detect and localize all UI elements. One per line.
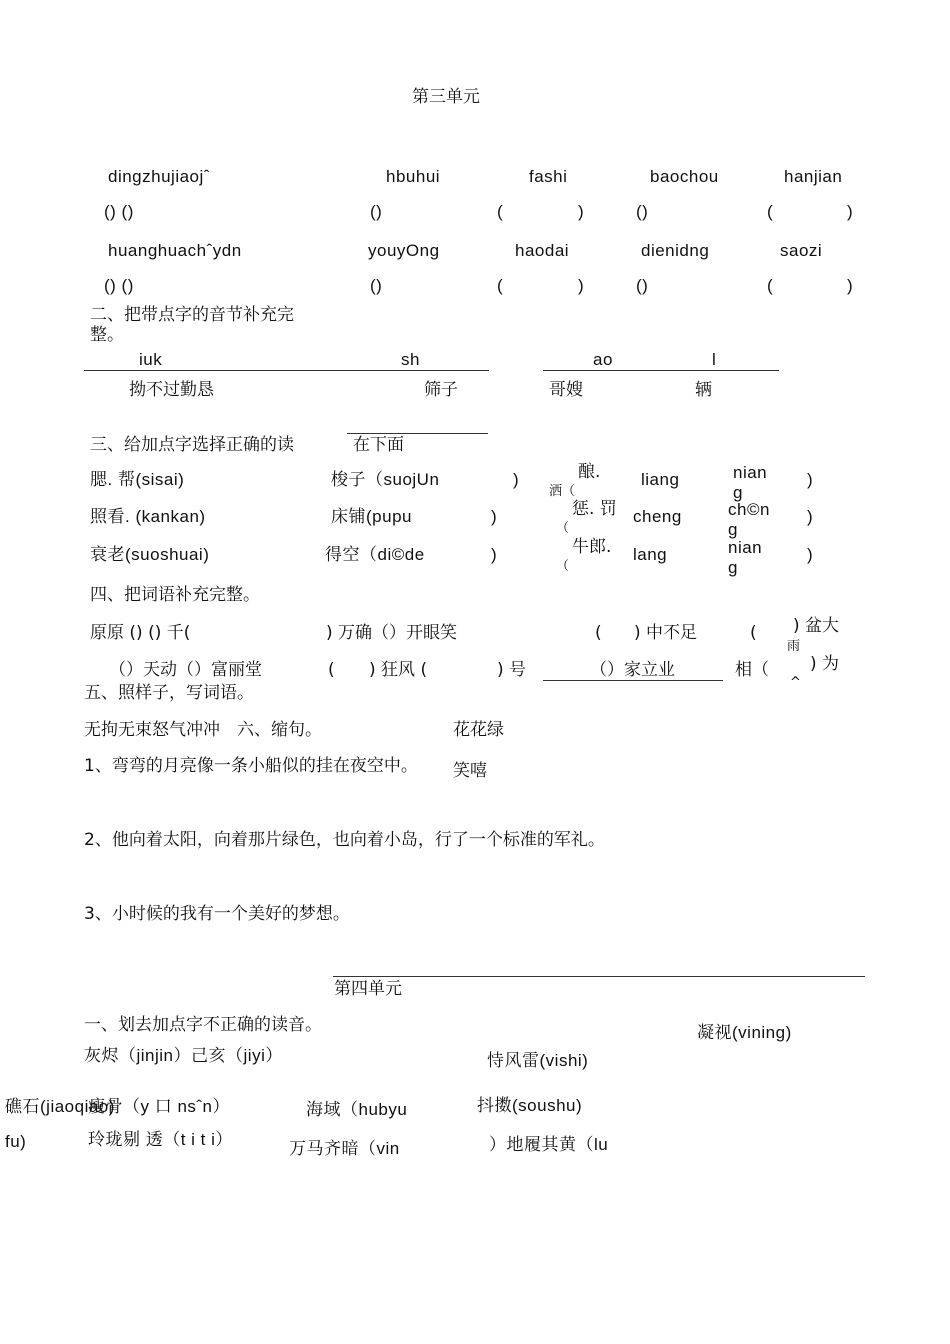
answer-blank[interactable]: )	[513, 470, 520, 489]
pinyin-word: saozi	[780, 241, 823, 260]
question-heading: 二、把带点字的音节补充完	[90, 305, 294, 325]
divider-line	[333, 976, 865, 977]
underline	[347, 433, 488, 434]
reading-item: 腮. 帮(sisai)	[90, 470, 185, 489]
word-item: 哥嫂	[549, 380, 583, 400]
reading-item[interactable]: 凝视(vining)	[697, 1023, 792, 1042]
pinyin-word: baochou	[650, 167, 719, 186]
pinyin-option[interactable]: cheng	[633, 507, 682, 526]
reading-item: 酿.	[578, 462, 601, 482]
answer-blank[interactable]: (	[767, 202, 774, 221]
answer-blank[interactable]: )	[491, 507, 498, 526]
reading-item: 照看. (kankan)	[90, 507, 206, 526]
reading-item[interactable]: 玲珑剔 透（t i t i）	[88, 1130, 233, 1149]
reading-item: （	[556, 559, 570, 574]
example-words-partial: 笑嘻	[453, 761, 487, 781]
sentence-item: 2、他向着太阳，向着那片绿色，也向着小岛，行了一个标准的军礼。	[84, 830, 605, 850]
answer-blank[interactable]: (	[328, 660, 335, 680]
example-words: 无拘无束怒气冲冲	[84, 720, 220, 740]
reading-item[interactable]: 瘦骨（y 口 nsˆn）	[88, 1097, 231, 1116]
word-item: 拗不过勤恳	[129, 380, 214, 400]
idiom-item: ^	[790, 675, 801, 690]
reading-item: 得空（di©de	[325, 545, 425, 564]
question-heading: 一、划去加点字不正确的读音。	[84, 1015, 322, 1035]
question-heading: 六、缩句。	[237, 720, 322, 740]
answer-blank[interactable]: ()	[636, 202, 649, 221]
reading-item[interactable]: 恃风雷(vishi)	[487, 1051, 589, 1070]
unit3-title: 第三单元	[412, 87, 480, 107]
idiom-item: ) 号	[497, 660, 527, 680]
reading-item: 衰老(suoshuai)	[90, 545, 210, 564]
question-heading: 整。	[90, 325, 124, 345]
reading-item: （	[556, 521, 570, 536]
answer-blank[interactable]: () ()	[104, 276, 134, 295]
reading-item: 牛郎.	[572, 537, 612, 557]
syllable-hint: ao	[593, 350, 613, 369]
reading-item[interactable]: ）地履其黄（lu	[489, 1135, 609, 1154]
answer-blank[interactable]: ()	[370, 276, 383, 295]
pinyin-word: youyOng	[368, 241, 440, 260]
answer-blank[interactable]: )	[807, 507, 814, 526]
reading-item[interactable]: 礁石(jiaoqiao)	[5, 1097, 115, 1116]
reading-item: 洒（	[549, 484, 576, 499]
answer-blank[interactable]: )	[807, 545, 814, 564]
answer-blank[interactable]: )	[578, 202, 585, 221]
pinyin-word: huanghuachˆydn	[108, 241, 242, 260]
answer-blank[interactable]: )	[807, 470, 814, 489]
reading-item[interactable]: 灰烬（jinjin）己亥（jiyi）	[84, 1046, 283, 1065]
question-heading-right: 在下面	[353, 435, 404, 455]
idiom-item: ) 狂风 (	[369, 660, 428, 680]
pinyin-option[interactable]: g	[728, 520, 738, 539]
underline	[543, 370, 779, 371]
pinyin-option[interactable]: ch©n	[728, 500, 770, 519]
word-item: 辆	[695, 380, 712, 400]
answer-blank[interactable]: (	[497, 276, 504, 295]
pinyin-option[interactable]: liang	[641, 470, 680, 489]
idiom-item: ) 盆大	[793, 616, 840, 636]
pinyin-word: hbuhui	[386, 167, 441, 186]
answer-blank[interactable]: )	[578, 276, 585, 295]
question-heading: 四、把词语补充完整。	[90, 585, 260, 605]
example-words-partial: 花花绿	[453, 720, 504, 740]
answer-blank[interactable]: (	[750, 623, 757, 643]
idiom-item: ) 为	[810, 654, 840, 674]
idiom-item: （）家立业	[590, 660, 675, 680]
answer-blank[interactable]: )	[847, 202, 854, 221]
pinyin-option[interactable]: g	[728, 558, 738, 577]
underline	[84, 370, 489, 371]
reading-item[interactable]: 海域（hubyu	[306, 1100, 408, 1119]
sentence-item: 1、弯弯的月亮像一条小船似的挂在夜空中。	[84, 756, 418, 776]
question-heading: 三、给加点字选择正确的读	[90, 435, 294, 455]
underline	[543, 680, 723, 681]
pinyin-word: dienidng	[641, 241, 710, 260]
pinyin-word: dingzhujiaojˆ	[108, 167, 210, 186]
answer-blank[interactable]: (	[595, 623, 602, 643]
question-heading: 五、照样子，写词语。	[84, 683, 254, 703]
answer-blank[interactable]: ()	[370, 202, 383, 221]
answer-blank[interactable]: )	[491, 545, 498, 564]
pinyin-word: haodai	[515, 241, 570, 260]
reading-item[interactable]: 抖擞(soushu)	[477, 1096, 583, 1115]
answer-blank[interactable]: (	[497, 202, 504, 221]
syllable-hint: iuk	[139, 350, 163, 369]
sentence-item: 3、小时候的我有一个美好的梦想。	[84, 904, 350, 924]
idiom-item: 相（	[735, 660, 769, 680]
reading-item: 梭子（suojUn	[331, 470, 440, 489]
pinyin-option[interactable]: g	[733, 483, 743, 502]
syllable-hint: l	[712, 350, 717, 369]
idiom-item: ) 中不足	[634, 623, 698, 643]
pinyin-option[interactable]: nian	[728, 538, 763, 557]
reading-item: 床铺(pupu	[331, 507, 412, 526]
reading-item: 惩. 罚	[572, 499, 617, 519]
idiom-item: 雨	[787, 639, 801, 654]
answer-blank[interactable]: ()	[636, 276, 649, 295]
word-item: 筛子	[424, 380, 458, 400]
idiom-item: ) 万确（）开眼笑	[326, 623, 458, 643]
reading-item[interactable]: 万马齐暗（vin	[289, 1139, 400, 1158]
idiom-item: 原原 () () 千(	[90, 623, 191, 643]
answer-blank[interactable]: )	[847, 276, 854, 295]
pinyin-option[interactable]: nian	[733, 463, 768, 482]
answer-blank[interactable]: (	[767, 276, 774, 295]
pinyin-word: hanjian	[784, 167, 843, 186]
answer-blank[interactable]: () ()	[104, 202, 134, 221]
pinyin-option[interactable]: lang	[633, 545, 668, 564]
unit4-title: 第四单元	[334, 979, 402, 999]
idiom-item: （）天动（）富丽堂	[109, 660, 262, 680]
syllable-hint: sh	[401, 350, 420, 369]
pinyin-word: fashi	[529, 167, 568, 186]
reading-item[interactable]: fu)	[5, 1132, 27, 1151]
